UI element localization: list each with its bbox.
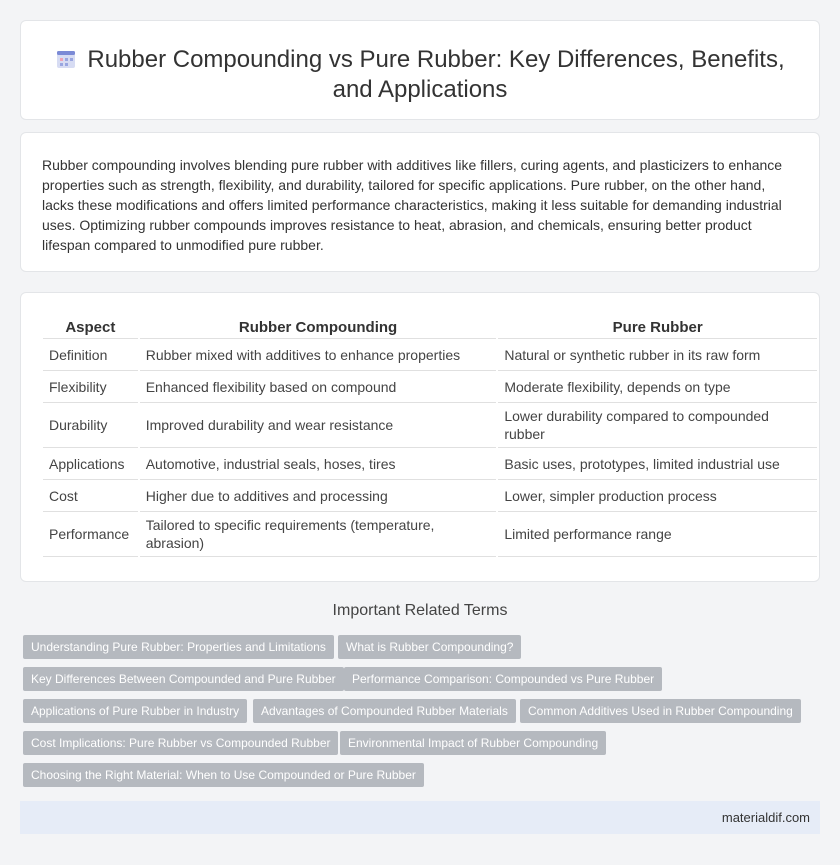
page-title	[21, 45, 819, 105]
table-row	[43, 339, 817, 371]
related-term-link[interactable]: Key Differences Between Compounded and Pure Rubber	[23, 667, 344, 691]
table-cell-aspect: Flexibility	[43, 371, 138, 403]
table-cell: Lower durability compared to compounded rubber	[498, 403, 817, 448]
table-row	[43, 371, 817, 403]
footer	[20, 801, 820, 834]
related-term-link[interactable]: Cost Implications: Pure Rubber vs Compounded Rubber	[23, 731, 338, 755]
related-term-link[interactable]: What is Rubber Compounding?	[338, 635, 521, 659]
related-term-link[interactable]: Applications of Pure Rubber in Industry	[23, 699, 247, 723]
intro-paragraph: Rubber compounding involves blending pure rubber with additives like fillers, curing agents, and plasticizers to enhance properties such as strength, flexibility, and durability, tailored for specific applications. Pure rubber, on the other hand, lacks these modifications and offers limited performance characteristics, making it less suitable for demanding industrial uses. Optimizing rubber compounds improves resistance to heat, abrasion, and chemicals, ensuring better product lifespan compared to unmodified pure rubber.	[42, 157, 783, 253]
table-cell-aspect: Applications	[43, 448, 138, 480]
related-term-link[interactable]: Performance Comparison: Compounded vs Pure Rubber	[344, 667, 662, 691]
column-header: Pure Rubber	[498, 315, 817, 339]
table-row	[43, 512, 817, 557]
related-term-link[interactable]: Choosing the Right Material: When to Use Compounded or Pure Rubber	[23, 763, 424, 787]
table-cell: Enhanced flexibility based on compound	[140, 371, 497, 403]
table-cell: Improved durability and wear resistance	[140, 403, 497, 448]
table-header-row	[43, 315, 817, 339]
intro-card	[20, 132, 820, 272]
table-cell: Tailored to specific requirements (temperature, abrasion)	[140, 512, 497, 557]
title-line-2: and Applications	[332, 76, 508, 103]
related-term-link[interactable]: Environmental Impact of Rubber Compounding	[340, 731, 606, 755]
table-row	[43, 480, 817, 512]
header-card	[20, 20, 820, 120]
table-cell: Natural or synthetic rubber in its raw form	[498, 339, 817, 371]
related-term-link[interactable]: Advantages of Compounded Rubber Materials	[253, 699, 516, 723]
column-header: Rubber Compounding	[140, 315, 497, 339]
table-cell: Higher due to additives and processing	[140, 480, 497, 512]
table-row	[43, 448, 817, 480]
table-cell-aspect: Cost	[43, 480, 138, 512]
table-cell-aspect: Durability	[43, 403, 138, 448]
column-header: Aspect	[43, 315, 138, 339]
table-cell: Limited performance range	[498, 512, 817, 557]
table-cell-aspect: Performance	[43, 512, 138, 557]
title-line-1: Rubber Compounding vs Pure Rubber: Key Differences, Benefits,	[87, 46, 785, 73]
related-term-link[interactable]: Common Additives Used in Rubber Compounding	[520, 699, 801, 723]
table-row	[43, 403, 817, 448]
table-cell-aspect: Definition	[43, 339, 138, 371]
document-icon	[55, 48, 77, 70]
related-term-link[interactable]: Understanding Pure Rubber: Properties and Limitations	[23, 635, 334, 659]
footer-site-name: materialdif.com	[721, 810, 810, 825]
related-terms-heading: Important Related Terms	[332, 602, 508, 619]
table-cell: Basic uses, prototypes, limited industrial use	[498, 448, 817, 480]
table-cell: Rubber mixed with additives to enhance properties	[140, 339, 497, 371]
table-cell: Automotive, industrial seals, hoses, tires	[140, 448, 497, 480]
table-cell: Lower, simpler production process	[498, 480, 817, 512]
comparison-table	[41, 315, 819, 557]
comparison-table-card	[20, 292, 820, 582]
table-cell: Moderate flexibility, depends on type	[498, 371, 817, 403]
